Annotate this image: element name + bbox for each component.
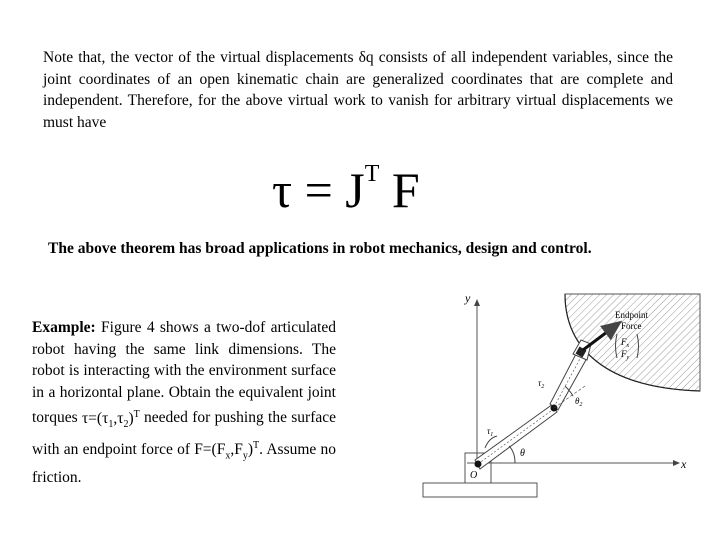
torque-equation <box>272 160 420 220</box>
base-plate <box>423 483 537 497</box>
equation-rhs: F <box>391 162 420 218</box>
force-label: Force <box>621 321 642 331</box>
tau-vector: $\tau=(\tau_1,\tau_2)^T$ <box>81 408 140 430</box>
y-axis-label: y <box>465 291 471 305</box>
x-axis-label: x <box>681 457 687 471</box>
example-text-2: needed for pushing the surface with an endpoint force of F=(F <box>32 409 336 459</box>
example-paragraph: Example: Figure 4 shows a two-dof articulated robot having the same link dimensions. The robot is interacting with the environment surface in a horizontal plane. Obtain the equivalent joint torques $\tau=(\tau_1,\tau_2)^T$ needed for pushing the surface with an endpoint force of $F=(F_x,F_y)^T$. Assume no friction. <box>32 319 336 487</box>
example-text-3: . Assume no friction. <box>32 441 336 487</box>
link-1 <box>475 404 557 469</box>
tau2-label: $\tau_2$ <box>538 378 545 390</box>
tau1-label: $\tau_1$ <box>487 426 494 438</box>
robot-arm-figure <box>415 288 705 503</box>
theta1-label: θ <box>520 448 525 459</box>
origin-label: O <box>470 470 478 481</box>
fy-label: $F_y$ <box>621 349 630 361</box>
theta2-label: $\theta_2$ <box>575 396 583 408</box>
equation-lhs: τ = J <box>272 162 365 218</box>
equation-transpose: T <box>364 161 380 187</box>
example-label: Example: <box>32 319 96 336</box>
intro-paragraph: Note that, the vector of the virtual displacements δq consists of all independent variables, since the joint coordinates of an open kinematic chain are generalized coordinates that are complete and independent. Therefore, for the above virtual work to vanish for arbitrary virtual displacements we must have <box>43 49 673 131</box>
example-text-1: Figure 4 shows a two-dof articulated robot having the same link dimensions. The robot is interacting with the environment surface in a horizontal plane. Obtain the equivalent joint torques <box>32 319 336 427</box>
fx-label: $F_x$ <box>621 337 630 349</box>
joint-1 <box>475 461 482 468</box>
theorem-statement: The above theorem has broad applications in robot mechanics, design and control. <box>48 240 592 257</box>
endpoint-label: Endpoint <box>615 310 648 320</box>
